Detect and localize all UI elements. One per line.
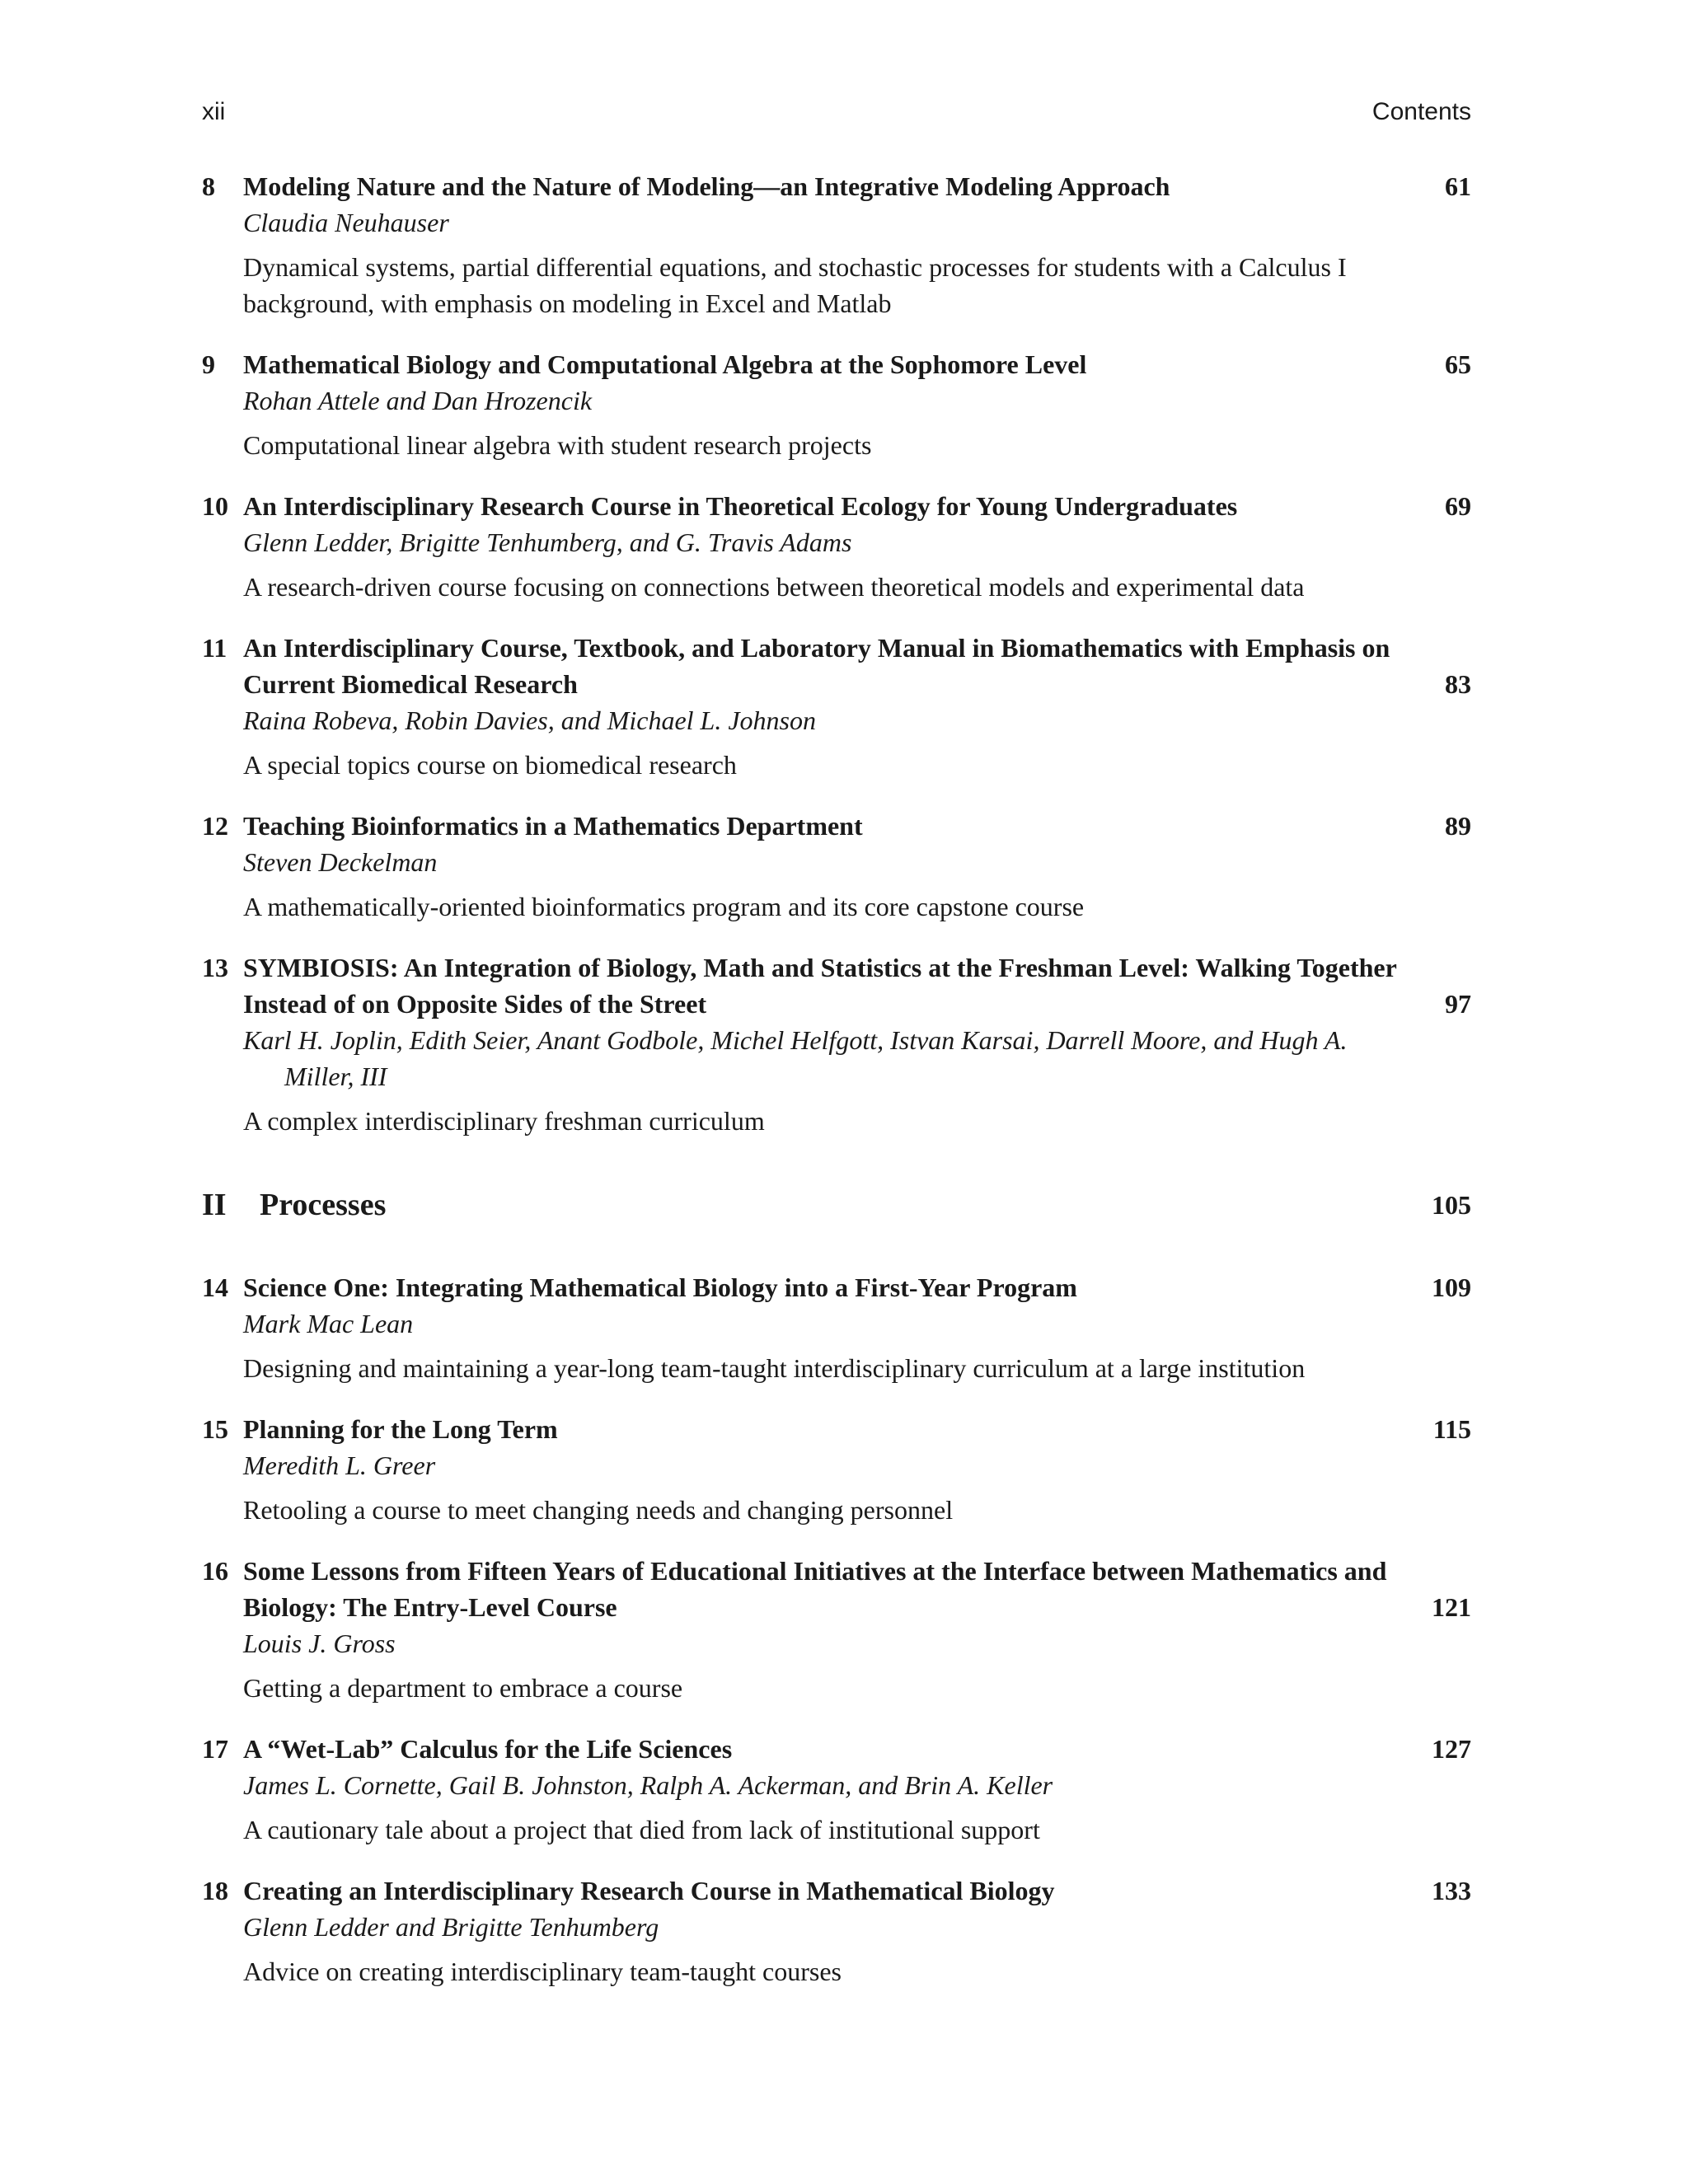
- page-reference[interactable]: 61: [1445, 171, 1471, 201]
- chapter-title[interactable]: Planning for the Long Term: [243, 1414, 558, 1444]
- page-reference[interactable]: 89: [1445, 811, 1471, 841]
- chapter-title[interactable]: Mathematical Biology and Computational Algebra at the Sophomore Level: [243, 349, 1087, 379]
- chapter-title[interactable]: Science One: Integrating Mathematical Biology into a First-Year Program: [243, 1272, 1077, 1302]
- chapter-authors: Meredith L. Greer: [243, 1451, 436, 1480]
- page-reference[interactable]: 109: [1432, 1272, 1471, 1302]
- chapter-number: 9: [202, 349, 215, 379]
- chapter-description: Advice on creating interdisciplinary team-taught courses: [243, 1957, 842, 1986]
- chapter-number: 13: [202, 953, 228, 982]
- entry-body: [243, 1553, 1397, 1706]
- chapter-description: A complex interdisciplinary freshman curriculum: [243, 1106, 765, 1136]
- entry-body: [243, 1731, 1397, 1848]
- page-reference[interactable]: 105: [1432, 1190, 1471, 1220]
- chapter-authors: Raina Robeva, Robin Davies, and Michael L. Johnson: [243, 705, 816, 735]
- chapter-description: Getting a department to embrace a course: [243, 1673, 683, 1703]
- entry-body: [243, 1872, 1397, 1990]
- chapter-description: A special topics course on biomedical research: [243, 750, 737, 780]
- chapter-authors: James L. Cornette, Gail B. Johnston, Ralph A. Ackerman, and Brin A. Keller: [243, 1770, 1053, 1800]
- chapter-description: Dynamical systems, partial differential equations, and stochastic processes for students with a Calculus I background, with emphasis on modeling in Excel and Matlab: [243, 252, 1347, 318]
- chapter-title[interactable]: SYMBIOSIS: An Integration of Biology, Math and Statistics at the Freshman Level: Walking Together Instead of on Opposite Sides of the Street: [243, 953, 1397, 1019]
- entry-body: [243, 1269, 1397, 1386]
- entry-body: [243, 168, 1397, 321]
- part-number: II: [202, 1188, 227, 1222]
- page-reference[interactable]: 121: [1432, 1592, 1471, 1622]
- part-title[interactable]: Processes: [260, 1188, 387, 1222]
- entry-body: [243, 808, 1397, 925]
- chapter-description: A research-driven course focusing on connections between theoretical models and experimental data: [243, 572, 1305, 602]
- chapter-number: 14: [202, 1272, 228, 1302]
- page-reference[interactable]: 83: [1445, 669, 1471, 699]
- chapter-description: A mathematically-oriented bioinformatics program and its core capstone course: [243, 892, 1085, 921]
- entry-body: [243, 346, 1397, 463]
- part-heading[interactable]: [202, 1185, 1471, 1225]
- running-head: Contents: [1372, 98, 1471, 125]
- chapter-authors: Mark Mac Lean: [243, 1309, 414, 1338]
- entry-body: [243, 1411, 1397, 1528]
- entry-body: [243, 949, 1397, 1139]
- chapter-title[interactable]: Creating an Interdisciplinary Research Course in Mathematical Biology: [243, 1876, 1055, 1905]
- chapter-authors: Claudia Neuhauser: [243, 208, 449, 237]
- chapter-number: 17: [202, 1734, 228, 1764]
- chapter-description: Retooling a course to meet changing needs and changing personnel: [243, 1495, 954, 1525]
- page-reference[interactable]: 97: [1445, 989, 1471, 1019]
- chapter-title[interactable]: Some Lessons from Fifteen Years of Educational Initiatives at the Interface between Mathematics and Biology: The Entry-Level Course: [243, 1556, 1387, 1622]
- chapter-number: 10: [202, 491, 228, 521]
- page-number: xii: [202, 98, 226, 125]
- chapter-description: Designing and maintaining a year-long team-taught interdisciplinary curriculum at a large institution: [243, 1353, 1306, 1383]
- chapter-authors: Louis J. Gross: [243, 1629, 396, 1658]
- chapter-number: 18: [202, 1876, 228, 1905]
- entry-body: [243, 630, 1397, 783]
- chapter-title[interactable]: An Interdisciplinary Research Course in Theoretical Ecology for Young Undergraduates: [243, 491, 1238, 521]
- chapter-title[interactable]: Teaching Bioinformatics in a Mathematics Department: [243, 811, 863, 841]
- chapter-number: 15: [202, 1414, 228, 1444]
- page-reference[interactable]: 65: [1445, 349, 1471, 379]
- chapter-description: Computational linear algebra with student research projects: [243, 430, 872, 460]
- page-reference[interactable]: 115: [1432, 1414, 1471, 1444]
- page-reference[interactable]: 133: [1432, 1876, 1471, 1905]
- chapter-number: 8: [202, 171, 215, 201]
- chapter-title[interactable]: An Interdisciplinary Course, Textbook, and Laboratory Manual in Biomathematics with Emphasis on Current Biomedical Research: [243, 633, 1390, 699]
- chapter-authors: Glenn Ledder and Brigitte Tenhumberg: [243, 1912, 659, 1942]
- chapter-title[interactable]: Modeling Nature and the Nature of Modeling—an Integrative Modeling Approach: [243, 171, 1170, 201]
- page-reference[interactable]: 69: [1445, 491, 1471, 521]
- chapter-number: 12: [202, 811, 228, 841]
- entry-body: [243, 488, 1397, 605]
- chapter-number: 16: [202, 1556, 228, 1586]
- chapter-authors: Rohan Attele and Dan Hrozencik: [243, 386, 593, 415]
- chapter-number: 11: [202, 633, 227, 663]
- chapter-title[interactable]: A “Wet-Lab” Calculus for the Life Sciences: [243, 1734, 733, 1764]
- chapter-authors: Karl H. Joplin, Edith Seier, Anant Godbole, Michel Helfgott, Istvan Karsai, Darrell Moore, and Hugh A. Miller, III: [243, 1025, 1348, 1091]
- chapter-description: A cautionary tale about a project that died from lack of institutional support: [243, 1815, 1040, 1844]
- chapter-authors: Steven Deckelman: [243, 847, 438, 877]
- page-reference[interactable]: 127: [1432, 1734, 1471, 1764]
- chapter-authors: Glenn Ledder, Brigitte Tenhumberg, and G. Travis Adams: [243, 527, 852, 557]
